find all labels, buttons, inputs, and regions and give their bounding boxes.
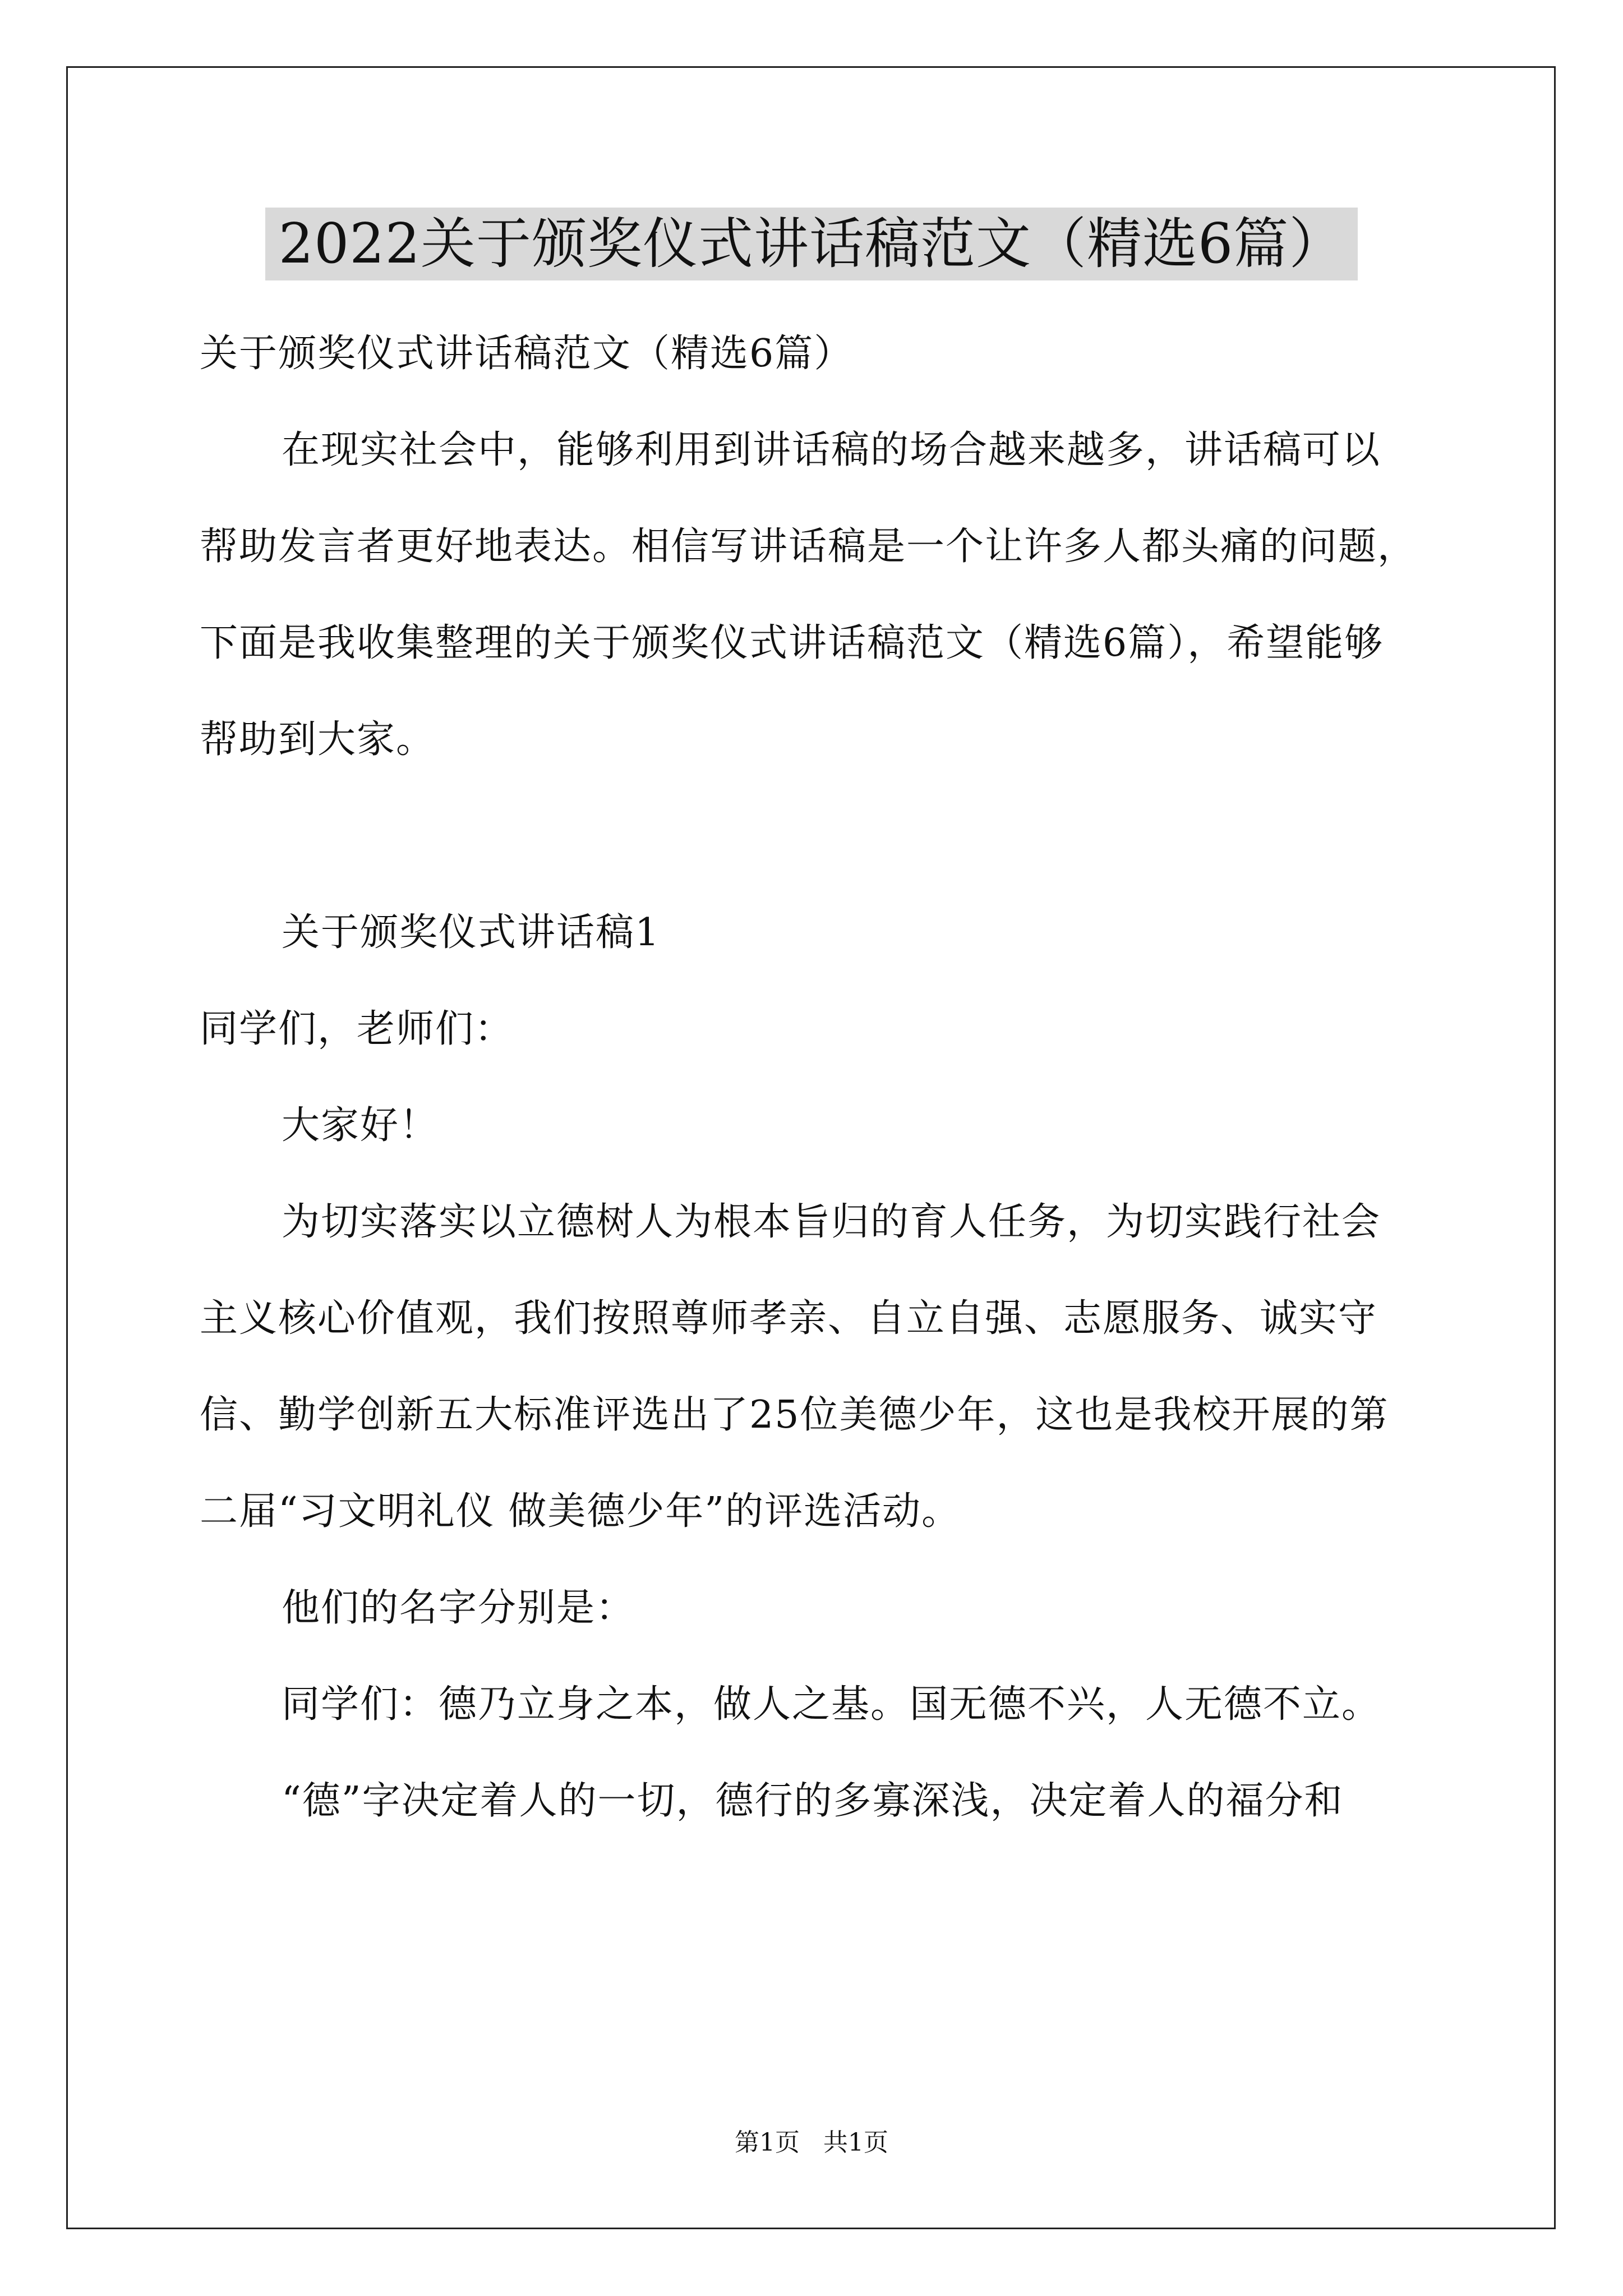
body-paragraph-line: 信、勤学创新五大标准评选出了25位美德少年，这也是我校开展的第 — [200, 1393, 1389, 1437]
body-paragraph-line: 为切实落实以立德树人为根本旨归的育人任务，为切实践行社会 — [282, 1200, 1381, 1244]
subtitle-line: 关于颁奖仪式讲话稿范文（精选6篇） — [200, 332, 854, 376]
body-paragraph-line: 二届“习文明礼仪 做美德少年”的评选活动。 — [200, 1489, 961, 1534]
page-footer: 第1页 共1页 — [735, 2128, 888, 2157]
paragraph-gap — [200, 788, 1433, 885]
section-heading: 关于颁奖仪式讲话稿1 — [282, 910, 661, 955]
body-paragraph-line: 同学们：德乃立身之本，做人之基。国无德不兴，人无德不立。 — [282, 1682, 1381, 1727]
intro-paragraph-line: 帮助到大家。 — [200, 717, 436, 762]
body-paragraph-line: 主义核心价值观，我们按照尊师孝亲、自立自强、志愿服务、诚实守 — [200, 1296, 1378, 1341]
intro-paragraph-line: 在现实社会中，能够利用到讲话稿的场合越来越多，讲话稿可以 — [282, 428, 1381, 472]
body-paragraph-line: 他们的名字分别是： — [282, 1586, 635, 1630]
intro-paragraph-line: 帮助发言者更好地表达。相信写讲话稿是一个让许多人都头痛的问题， — [200, 524, 1417, 569]
salutation: 同学们，老师们： — [200, 1007, 514, 1051]
document-title: 2022关于颁奖仪式讲话稿范文（精选6篇） — [265, 208, 1358, 280]
body-paragraph-line: “德”字决定着人的一切，德行的多寡深浅，决定着人的福分和 — [282, 1779, 1344, 1823]
intro-paragraph-line: 下面是我收集整理的关于颁奖仪式讲话稿范文（精选6篇），希望能够 — [200, 621, 1384, 665]
title-container — [0, 208, 1623, 280]
document-body — [200, 306, 1433, 1849]
greeting: 大家好！ — [282, 1103, 439, 1148]
